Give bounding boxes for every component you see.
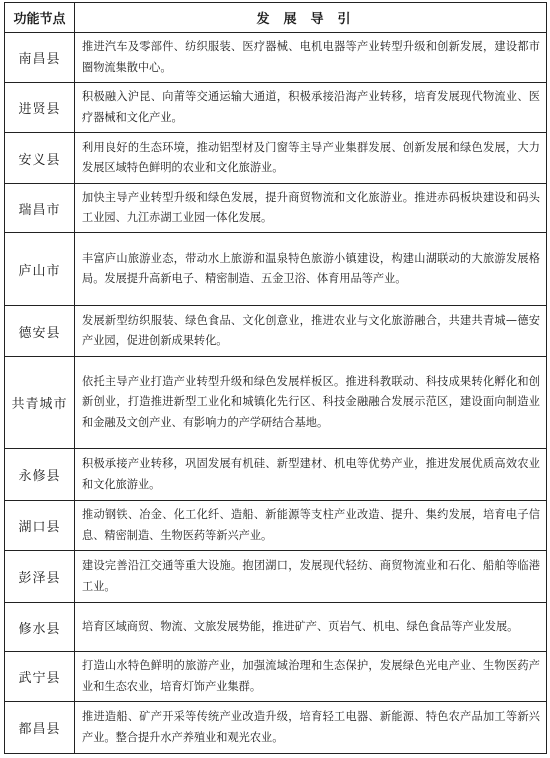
row-guide-text: 积极承接产业转移，巩固发展有机硅、新型建材、机电等优势产业，推进发展优质高效农业和文化旅游业。 bbox=[75, 449, 547, 501]
table-row bbox=[5, 501, 547, 551]
row-guide-text: 推动钢铁、冶金、化工化纤、造船、新能源等支柱产业改造、提升、集约发展，培育电子信息、精密制造、生物医药等新兴产业。 bbox=[75, 501, 547, 551]
row-node-name: 都昌县 bbox=[5, 702, 75, 754]
table-row bbox=[5, 702, 547, 754]
table-row bbox=[5, 306, 547, 357]
row-node-name: 武宁县 bbox=[5, 652, 75, 702]
table-row bbox=[5, 551, 547, 603]
table-row bbox=[5, 449, 547, 501]
row-guide-text: 推进造船、矿产开采等传统产业改造升级，培育轻工电器、新能源、特色农产品加工等新兴产业。整合提升水产养殖业和观光农业。 bbox=[75, 702, 547, 754]
row-guide-text: 丰富庐山旅游业态，带动水上旅游和温泉特色旅游小镇建设，构建山湖联动的大旅游发展格局。发展提升高新电子、精密制造、五金卫浴、体育用品等产业。 bbox=[75, 233, 547, 306]
table-row bbox=[5, 133, 547, 184]
header-function-node: 功能节点 bbox=[5, 3, 75, 33]
row-node-name: 永修县 bbox=[5, 449, 75, 501]
row-guide-text: 利用良好的生态环境，推动铝型材及门窗等主导产业集群发展、创新发展和绿色发展，大力发展区域特色鲜明的农业和文化旅游业。 bbox=[75, 133, 547, 184]
table-row bbox=[5, 603, 547, 652]
table-row bbox=[5, 233, 547, 306]
row-node-name: 安义县 bbox=[5, 133, 75, 184]
row-node-name: 南昌县 bbox=[5, 33, 75, 83]
row-node-name: 进贤县 bbox=[5, 83, 75, 133]
row-node-name: 湖口县 bbox=[5, 501, 75, 551]
row-node-name: 庐山市 bbox=[5, 233, 75, 306]
table-row bbox=[5, 357, 547, 449]
row-node-name: 修水县 bbox=[5, 603, 75, 652]
row-guide-text: 发展新型纺织服装、绿色食品、文化创意业，推进农业与文化旅游融合，共建共青城—德安产业园，促进创新成果转化。 bbox=[75, 306, 547, 357]
row-guide-text: 积极融入沪昆、向莆等交通运输大通道，积极承接沿海产业转移，培育发展现代物流业、医疗器械和文化产业。 bbox=[75, 83, 547, 133]
row-guide-text: 培育区域商贸、物流、文旅发展势能，推进矿产、页岩气、机电、绿色食品等产业发展。 bbox=[75, 603, 547, 652]
row-node-name: 共青城市 bbox=[5, 357, 75, 449]
row-node-name: 彭泽县 bbox=[5, 551, 75, 603]
table-header-row bbox=[5, 3, 547, 33]
row-guide-text: 建设完善沿江交通等重大设施。抱团湖口，发展现代轻纺、商贸物流业和石化、船舶等临港工业。 bbox=[75, 551, 547, 603]
row-guide-text: 打造山水特色鲜明的旅游产业，加强流域治理和生态保护，发展绿色光电产业、生物医药产业和生态农业，培育灯饰产业集群。 bbox=[75, 652, 547, 702]
row-node-name: 德安县 bbox=[5, 306, 75, 357]
development-guide-table bbox=[4, 2, 547, 754]
table-row bbox=[5, 33, 547, 83]
row-node-name: 瑞昌市 bbox=[5, 184, 75, 233]
row-guide-text: 推进汽车及零部件、纺织服装、医疗器械、电机电器等产业转型升级和创新发展，建设都市圈物流集散中心。 bbox=[75, 33, 547, 83]
row-guide-text: 加快主导产业转型升级和绿色发展，提升商贸物流和文化旅游业。推进赤码板块建设和码头工业园、九江赤湖工业园一体化发展。 bbox=[75, 184, 547, 233]
table-row bbox=[5, 652, 547, 702]
header-development-guide: 发展导引 bbox=[75, 3, 547, 33]
table-row bbox=[5, 83, 547, 133]
table-row bbox=[5, 184, 547, 233]
row-guide-text: 依托主导产业打造产业转型升级和绿色发展样板区。推进科教联动、科技成果转化孵化和创新创业，打造推进新型工业化和城镇化先行区、科技金融融合发展示范区，建设面向制造业和金融及文创产业、有影响力的产学研结合基地。 bbox=[75, 357, 547, 449]
